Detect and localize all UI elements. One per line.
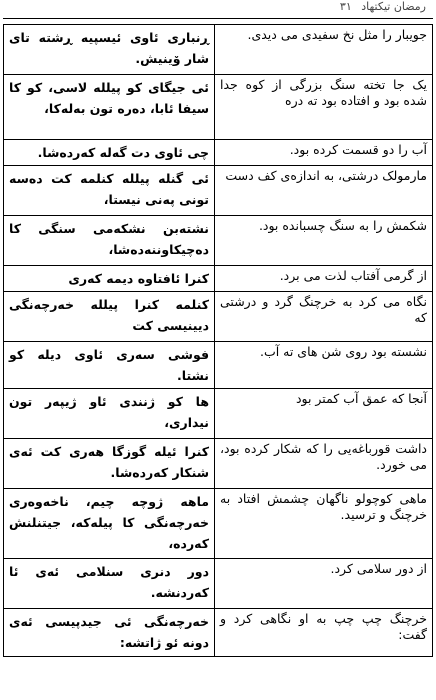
- persian-cell: آب را دو قسمت کرده بود.: [215, 140, 433, 166]
- persian-cell: نشسته بود روی شن های ته آب.: [215, 342, 433, 389]
- table-row: [4, 439, 433, 489]
- kurdish-cell: ئی گنله پیلله کنلمه کت ده‌سه تونی پەنی نیستا،: [4, 166, 215, 216]
- kurdish-cell: کنرا ئافتاوه دیمه کەری: [4, 266, 215, 292]
- table-row: [4, 216, 433, 266]
- translation-table: [3, 24, 433, 657]
- header-title: رمضان تیکتهاد: [361, 0, 426, 13]
- kurdish-cell: ماهه ژوچه چیم، ناخەوەری خەرچەنگی کا پیلەکه، جیتنلنش کەرده،: [4, 489, 215, 559]
- table-row: [4, 266, 433, 292]
- persian-cell: شکمش را به سنگ چسبانده بود.: [215, 216, 433, 266]
- table-row: [4, 292, 433, 342]
- kurdish-cell: ڕنباری ئاوی ئیسپیه‌ ڕشته تای شار ۆینیش.: [4, 25, 215, 75]
- persian-cell: از گرمی آفتاب لذت می برد.: [215, 266, 433, 292]
- table-row: [4, 389, 433, 439]
- table-row: [4, 489, 433, 559]
- persian-cell: مارمولک درشتی، به اندازه‌ی کف دست: [215, 166, 433, 216]
- kurdish-cell: کنلمه کنرا پیلله خەرچەنگی دیینیسی کت: [4, 292, 215, 342]
- table-row: [4, 25, 433, 75]
- table-row: [4, 342, 433, 389]
- kurdish-cell: فوشی سەری ئاوی دیله کو نشتا.: [4, 342, 215, 389]
- table-row: [4, 609, 433, 657]
- kurdish-cell: کنرا ئیله گوزگا هەری کت ئەی شنکار کەردەشا.: [4, 439, 215, 489]
- kurdish-cell: دور دنری سنلامی ئەی ئا کەردنشه.: [4, 559, 215, 609]
- kurdish-cell: ئی جیگای کو پیلله لاسی، کو کا سیفا ئابا، ده‌ره تون بەلەکا،: [4, 75, 215, 140]
- kurdish-cell: نشتەبن نشکەمی سنگی کا دەچیکاوننەدەشا،: [4, 216, 215, 266]
- table-row: [4, 166, 433, 216]
- persian-cell: خرچنگ چپ چپ به او نگاهی کرد و گفت:: [215, 609, 433, 657]
- header-rule: [3, 18, 433, 19]
- persian-cell: ماهی کوچولو ناگهان چشمش افتاد به خرچنگ و ترسید.: [215, 489, 433, 559]
- page-header: [340, 0, 426, 20]
- persian-cell: یک جا تخته سنگ بزرگی از کوه جدا شده بود و افتاده بود ته دره: [215, 75, 433, 140]
- kurdish-cell: چی ئاوی دت گەله کەردەشا.: [4, 140, 215, 166]
- page-number: ٣١: [339, 0, 352, 13]
- persian-cell: داشت قورباغه‌یی را که شکار کرده بود، می خورد.: [215, 439, 433, 489]
- kurdish-cell: خەرچەنگی ئی جیدپیسی ئەی دونه ئو ژاتشه:: [4, 609, 215, 657]
- persian-cell: نگاه می کرد به خرچنگ گرد و درشتی که: [215, 292, 433, 342]
- kurdish-cell: ها کو ژنندی ئاو ژیپەر تون نیداری،: [4, 389, 215, 439]
- table-row: [4, 559, 433, 609]
- table-row: [4, 75, 433, 140]
- persian-cell: جویبار را مثل نخ سفیدی می دیدی.: [215, 25, 433, 75]
- persian-cell: از دور سلامی کرد.: [215, 559, 433, 609]
- table-row: [4, 140, 433, 166]
- persian-cell: آنجا که عمق آب کمتر بود: [215, 389, 433, 439]
